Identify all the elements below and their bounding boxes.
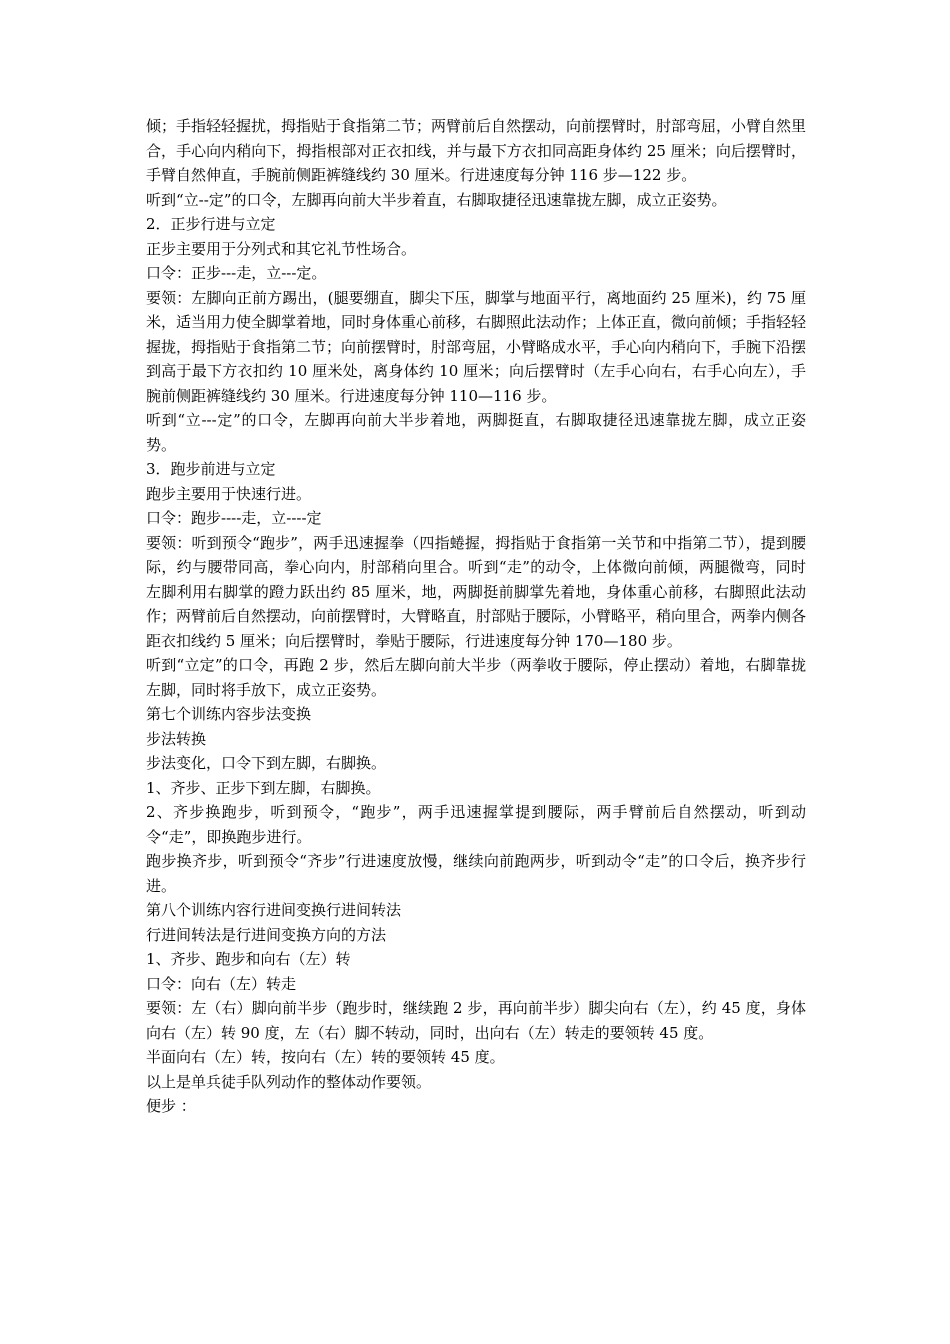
command-line: 口令：跑步----走，立----定 bbox=[146, 509, 322, 527]
section-heading: 步法转换 bbox=[146, 729, 207, 748]
paragraph: 步法变化，口令下到左脚，右脚换。 bbox=[146, 754, 387, 772]
section-heading: 第七个训练内容步法变换 bbox=[146, 705, 312, 723]
paragraph: 要领：左脚向正前方踢出，(腿要绷直，脚尖下压，脚掌与地面平行，离地面约 25 厘米)，约 75 厘米，适当用力使全脚掌着地，同时身体重心前移，右脚照此法动作；上体正直，微向前倾；手指轻轻握拢，拇指贴于食指第二节；向前摆臂时，肘部弯屈，小臂略成水平，手心向内稍向下，手腕下沿摆到高于最下方衣扣约 10 厘米处，离身体约 10 厘米；向后摆臂时（左手心向右，右手心向左），手腕前侧距裤缝线约 30 厘米。行进速度每分钟 110—116 步。 bbox=[146, 288, 807, 405]
paragraph: 1、齐步、跑步和向右（左）转 bbox=[146, 950, 351, 968]
paragraph: 听到“立---定”的口令，左脚再向前大半步着地，两脚挺直，右脚取捷径迅速靠拢左脚，成立正姿势。 bbox=[146, 411, 806, 454]
paragraph: 要领：左（右）脚向前半步（跑步时，继续跑 2 步，再向前半步）脚尖向右（左），约 45 度，身体向右（左）转 90 度，左（右）脚不转动，同时，出向右（左）转走的要领转 45 度。 bbox=[146, 999, 806, 1042]
paragraph: 跑步主要用于快速行进。 bbox=[146, 484, 312, 503]
paragraph: 以上是单兵徒手队列动作的整体动作要领。 bbox=[146, 1072, 432, 1091]
paragraph: 听到“立定”的口令，再跑 2 步，然后左脚向前大半步（两拳收于腰际，停止摆动）着地，右脚靠拢左脚，同时将手放下，成立正姿势。 bbox=[146, 656, 806, 699]
paragraph: 行进间转法是行进间变换方向的方法 bbox=[146, 925, 387, 944]
document-body bbox=[146, 114, 806, 1119]
paragraph: 半面向右（左）转，按向右（左）转的要领转 45 度。 bbox=[146, 1048, 505, 1066]
paragraph: 倾；手指轻轻握扰，拇指贴于食指第二节；两臂前后自然摆动，向前摆臂时，肘部弯屈，小臂自然里合，手心向内稍向下，拇指根部对正衣扣线，并与最下方衣扣同高距身体约 25 厘米；向后摆臂时，手臂自然伸直，手腕前侧距裤缝线约 30 厘米。行进速度每分钟 116 步—122 步。 bbox=[146, 117, 807, 184]
paragraph: 跑步换齐步，听到预令“齐步”行进速度放慢，继续向前跑两步，听到动令“走”的口令后，换齐步行进。 bbox=[146, 852, 806, 895]
command-line: 口令：正步---走，立---定。 bbox=[146, 264, 327, 282]
paragraph: 听到“立--定”的口令，左脚再向前大半步着直，右脚取捷径迅速靠拢左脚，成立正姿势。 bbox=[146, 190, 727, 209]
paragraph: 正步主要用于分列式和其它礼节性场合。 bbox=[146, 239, 417, 258]
paragraph: 要领：听到预令“跑步”，两手迅速握拳（四指蜷握，拇指贴于食指第一关节和中指第二节），提到腰际，约与腰带同高，拳心向内，肘部稍向里合。听到“走”的动令，上体微向前倾，两腿微弯，同时左脚利用右脚掌的蹬力跃出约 85 厘米，地，两脚挺前脚掌先着地，身体重心前移，右脚照此法动作；两臂前后自然摆动，向前摆臂时，大臂略直，肘部贴于腰际，小臂略平，稍向里合，两拳内侧各距衣扣线约 5 厘米；向后摆臂时，拳贴于腰际，行进速度每分钟 170—180 步。 bbox=[146, 533, 807, 650]
command-line: 口令：向右（左）转走 bbox=[146, 974, 297, 993]
section-heading: 第八个训练内容行进间变换行进间转法 bbox=[146, 901, 402, 919]
paragraph: 便步 ： bbox=[146, 1097, 196, 1115]
section-heading: 3．跑步前进与立定 bbox=[146, 460, 276, 478]
paragraph: 2、齐步换跑步，听到预令，“跑步”，两手迅速握掌提到腰际，两手臂前后自然摆动，听到动令“走”，即换跑步进行。 bbox=[146, 803, 806, 846]
section-heading: 2．正步行进与立定 bbox=[146, 215, 276, 233]
paragraph: 1、齐步、正步下到左脚，右脚换。 bbox=[146, 778, 381, 797]
